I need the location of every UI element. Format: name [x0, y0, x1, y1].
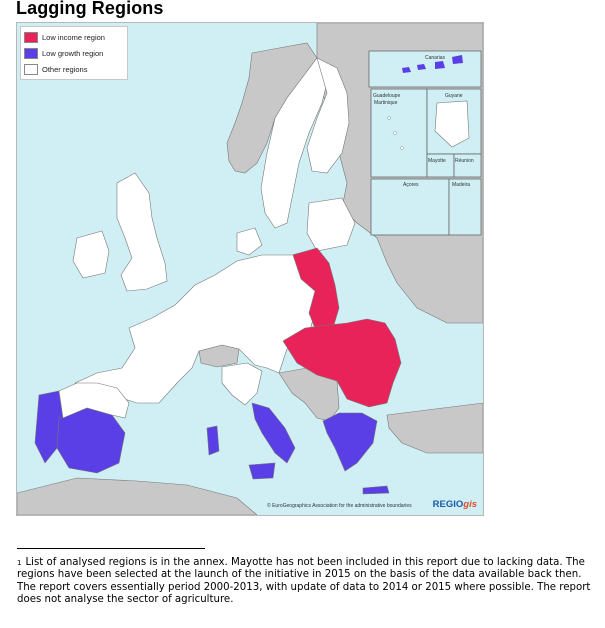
inset-label-reunion: Réunion [455, 158, 474, 164]
legend-label-low-income: Low income region [42, 32, 105, 42]
legend-item-other [24, 61, 124, 77]
lagging-regions-map [16, 22, 484, 516]
footnote-number: 1 [17, 559, 22, 567]
legend-swatch-low-growth [24, 48, 38, 59]
inset-label-mayotte: Mayotte [428, 158, 446, 164]
legend-label-other: Other regions [42, 64, 88, 74]
sardinia-low-growth [207, 426, 219, 455]
footnote-rule [17, 548, 205, 549]
map-canvas [17, 23, 483, 515]
inset-label-acores: Açores [403, 182, 419, 188]
inset-label-guyane: Guyane [445, 93, 463, 99]
footnote [17, 557, 597, 606]
footnote-text: List of analysed regions is in the annex. Mayotte has not been included in this report due to lacking data. The regions have been selected at the launch of the initiative in 2015 on the basis of the data available back then. The report covers essentially period 2000-2013, with update of data to 2014 or 2015 where possible. The report does not analyse the sector of agriculture. [17, 557, 591, 605]
legend-item-low-income [24, 29, 124, 45]
inset-label-martinique: Martinique [374, 100, 398, 106]
legend-item-low-growth [24, 45, 124, 61]
map-legend [20, 26, 128, 80]
legend-swatch-low-income [24, 32, 38, 43]
logo-main: REGIO [432, 499, 464, 510]
legend-label-low-growth: Low growth region [42, 48, 104, 58]
logo-suffix: gis [463, 499, 477, 510]
legend-swatch-other [24, 64, 38, 75]
map-title: Lagging Regions [16, 0, 164, 18]
inset-label-madeira: Madeira [452, 182, 471, 188]
regiogis-logo [433, 499, 477, 510]
insets-group [369, 51, 481, 235]
inset-label-canarias: Canarias [425, 55, 446, 61]
inset-label-guadeloupe: Guadeloupe [373, 93, 401, 99]
map-credit: © EuroGeographics Association for the administrative boundaries [267, 503, 412, 509]
sicily-low-growth [249, 463, 275, 479]
